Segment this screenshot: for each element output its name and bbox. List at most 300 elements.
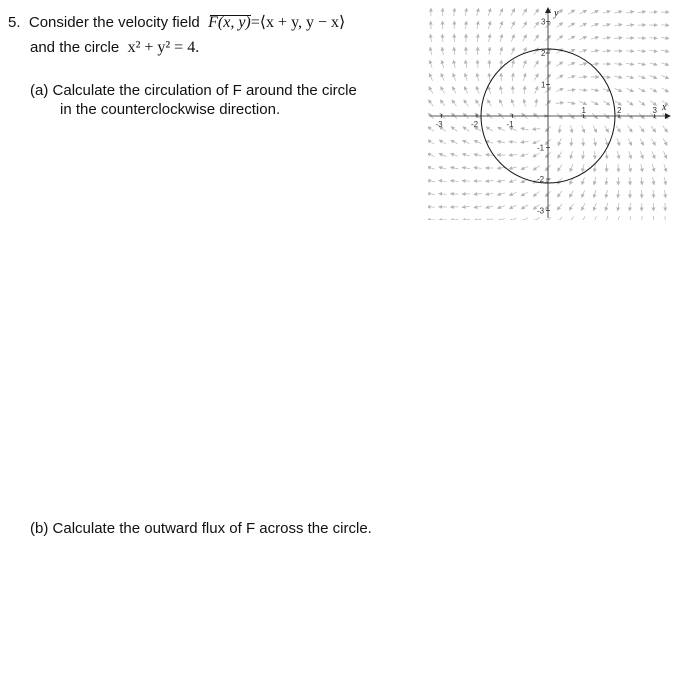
circle-equation: x² + y² = 4. (127, 39, 200, 56)
field-arrow (594, 177, 596, 185)
x-tick-label: 1 (581, 106, 586, 115)
field-arrow (606, 177, 607, 185)
field-arrow (579, 63, 587, 65)
field-arrow (652, 164, 654, 172)
field-arrow (638, 63, 646, 65)
field-arrow (571, 138, 572, 146)
field-arrow (664, 151, 667, 158)
field-arrow (641, 164, 643, 172)
x-tick-label: 3 (652, 106, 657, 115)
field-arrow (638, 88, 645, 92)
field-arrow (582, 177, 585, 185)
field-arrow (511, 22, 514, 29)
field-arrow (462, 140, 469, 143)
field-arrow (605, 126, 609, 133)
field-arrow (474, 219, 482, 220)
field-arrow (512, 47, 515, 55)
field-arrow (568, 76, 576, 78)
field-arrow (653, 190, 654, 198)
field-arrow (558, 138, 561, 145)
field-arrow (453, 60, 455, 68)
field-arrow (462, 219, 470, 220)
field-arrow (650, 63, 658, 65)
field-arrow (568, 62, 575, 65)
field-arrow (533, 192, 539, 197)
field-arrow (557, 191, 562, 197)
field-arrow (569, 217, 573, 220)
field-arrow (485, 181, 493, 182)
field-arrow (582, 164, 584, 172)
field-arrow (558, 152, 562, 159)
field-arrow (640, 138, 644, 145)
field-arrow (521, 166, 528, 169)
field-arrow (534, 48, 539, 55)
part-a-label: (a) (30, 82, 49, 99)
field-arrow (500, 86, 502, 94)
field-arrow (454, 47, 455, 55)
field-arrow (477, 34, 478, 42)
field-arrow (439, 180, 447, 181)
field-arrow (521, 218, 528, 220)
field-arrow (568, 90, 576, 91)
field-arrow (641, 177, 642, 185)
field-arrow (477, 8, 479, 16)
field-arrow (605, 138, 608, 146)
field-arrow (583, 151, 584, 159)
field-arrow (523, 73, 525, 81)
field-arrow (440, 100, 445, 106)
field-arrow (591, 101, 598, 105)
field-arrow (450, 220, 458, 221)
field-arrow (465, 60, 466, 68)
field-arrow (661, 25, 669, 26)
field-arrow (533, 166, 540, 170)
field-arrow (489, 47, 490, 55)
field-arrow (533, 217, 539, 220)
field-arrow (488, 8, 491, 16)
field-arrow (617, 138, 620, 145)
problem-statement-line1 (8, 12, 345, 32)
field-arrow (509, 205, 516, 209)
field-arrow (464, 86, 467, 93)
field-arrow (452, 87, 456, 94)
field-arrow (638, 51, 646, 52)
field-arrow (652, 139, 656, 146)
field-arrow (522, 22, 526, 29)
field-arrow (559, 125, 560, 133)
field-arrow (603, 101, 610, 105)
x-tick-label: -2 (471, 120, 479, 129)
field-definition: ⟨x + y, y − x⟩ (259, 14, 346, 31)
field-arrow (615, 89, 622, 92)
field-arrow (486, 154, 494, 155)
field-arrow (594, 190, 596, 198)
field-arrow (626, 63, 634, 64)
field-arrow (614, 38, 622, 39)
field-arrow (640, 151, 643, 159)
part-b-label: (b) (30, 520, 49, 537)
field-arrow (614, 64, 622, 65)
field-arrow (498, 127, 505, 131)
field-arrow (616, 126, 620, 133)
field-arrow (509, 180, 516, 183)
field-arrow (524, 99, 526, 107)
field-arrow (603, 37, 611, 39)
field-arrow (521, 142, 529, 143)
field-arrow (629, 164, 630, 172)
field-arrow (603, 51, 611, 52)
field-arrow (568, 23, 575, 27)
problem-intro: Consider the velocity field (28, 14, 200, 31)
field-arrow (650, 101, 656, 106)
y-tick-label: -1 (537, 143, 545, 153)
field-arrow (497, 168, 505, 169)
field-arrow (442, 47, 443, 55)
field-arrow (532, 129, 540, 130)
field-arrow (489, 73, 490, 81)
field-arrow (591, 64, 599, 65)
field-arrow (521, 205, 528, 209)
field-arrow (571, 125, 573, 133)
field-arrow (497, 206, 505, 209)
field-arrow (452, 100, 457, 106)
field-arrow (535, 86, 538, 93)
field-arrow (614, 11, 622, 13)
field-arrow (430, 60, 433, 68)
field-arrow (428, 180, 435, 182)
vector-field-plot (428, 6, 672, 220)
field-arrow (617, 151, 619, 159)
part-b (30, 519, 372, 538)
field-arrow (486, 193, 494, 195)
field-arrow (462, 167, 470, 168)
field-arrow (509, 155, 517, 156)
field-arrow (428, 153, 435, 156)
field-arrow (579, 77, 587, 78)
field-arrow (557, 23, 563, 28)
field-arrow (450, 167, 458, 169)
field-arrow (439, 154, 446, 157)
field-arrow (580, 23, 587, 27)
field-arrow (441, 87, 445, 94)
field-arrow (662, 75, 669, 78)
field-arrow (591, 24, 599, 27)
field-arrow (606, 151, 607, 159)
part-a-text-1: Calculate the circulation of F around the circle (52, 82, 357, 99)
field-arrow (509, 218, 516, 220)
field-arrow (488, 21, 490, 29)
field-arrow (594, 164, 595, 172)
field-arrow (477, 60, 478, 68)
field-arrow (594, 203, 597, 211)
field-arrow (521, 128, 529, 130)
field-arrow (618, 190, 619, 198)
field-arrow (629, 151, 631, 159)
axis-ticks (436, 18, 658, 216)
field-arrow (650, 38, 658, 39)
field-arrow (522, 9, 526, 16)
field-arrow (626, 51, 634, 52)
field-arrow (606, 190, 608, 198)
field-arrow (638, 12, 646, 13)
y-tick-label: -3 (537, 206, 545, 216)
field-arrow (665, 190, 666, 198)
y-tick-label: 1 (541, 80, 546, 90)
field-arrow (523, 60, 526, 67)
field-arrow (474, 141, 481, 144)
field-arrow (430, 34, 431, 42)
field-arrow (570, 164, 573, 171)
problem-number: 5. (8, 14, 21, 31)
problem-statement-line2 (30, 39, 199, 57)
field-arrow (653, 177, 654, 185)
field-arrow (511, 99, 514, 106)
field-arrow (663, 139, 667, 146)
field-arrow (428, 140, 434, 144)
field-arrow (605, 216, 608, 220)
part-a-line2 (30, 100, 357, 119)
field-arrow (441, 73, 444, 80)
field-arrow (661, 38, 669, 39)
field-arrow (498, 218, 505, 220)
field-arrow (486, 127, 493, 131)
field-arrow (626, 76, 634, 78)
field-arrow (579, 50, 587, 53)
field-arrow (650, 50, 658, 51)
field-arrow (521, 154, 529, 156)
part-b-text: Calculate the outward flux of F across the circle. (52, 520, 372, 537)
field-arrow (556, 103, 564, 104)
field-arrow (606, 203, 608, 211)
field-arrow (557, 217, 562, 220)
field-arrow (556, 75, 563, 79)
field-arrow (581, 216, 585, 220)
field-arrow (534, 35, 539, 41)
field-arrow (429, 73, 432, 80)
field-arrow (630, 203, 631, 211)
field-arrow (568, 36, 575, 40)
field-arrows (428, 8, 669, 220)
y-tick-label: -2 (537, 175, 545, 184)
field-arrow (511, 9, 515, 16)
field-arrow (650, 88, 657, 92)
field-arrow (511, 34, 514, 41)
field-arrow (639, 101, 646, 106)
field-arrow (512, 73, 513, 81)
field-arrow (661, 50, 669, 52)
field-arrow (454, 8, 455, 16)
field-arrow (521, 192, 528, 196)
field-arrow (439, 194, 447, 195)
x-tick-label: 2 (617, 106, 622, 115)
field-arrow (488, 86, 491, 94)
field-arrow (430, 47, 432, 55)
x-axis-label: x (662, 102, 667, 113)
field-arrow (626, 88, 633, 91)
field-arrow (641, 216, 642, 220)
field-arrow (626, 25, 634, 26)
field-arrow (428, 127, 434, 132)
field-arrow (451, 154, 459, 157)
field-arrow (500, 34, 502, 42)
field-arrow (462, 181, 470, 182)
field-arrow (509, 192, 516, 195)
field-arrow (487, 100, 491, 107)
field-arrow (628, 126, 633, 133)
field-arrow (476, 86, 479, 93)
field-arrow (464, 100, 469, 107)
field-arrow (661, 63, 669, 66)
field-arrow (628, 138, 631, 145)
field-arrow (474, 154, 482, 156)
x-tick-label: -3 (435, 120, 443, 129)
field-arrow (428, 100, 433, 106)
field-arrow (533, 153, 540, 157)
field-equals: = (250, 14, 260, 31)
field-arrow (428, 167, 435, 170)
y-tick-label: 3 (541, 17, 546, 27)
field-arrow (534, 61, 538, 68)
field-arrow (664, 177, 666, 185)
field-arrow (474, 206, 482, 208)
field-arrow (557, 178, 562, 185)
field-arrow (568, 102, 576, 104)
field-arrow (463, 127, 470, 132)
field-arrow (582, 190, 585, 197)
field-arrow (497, 180, 505, 182)
field-arrow (500, 21, 503, 29)
part-a (30, 81, 357, 119)
field-arrow (453, 73, 456, 81)
field-arrow (497, 193, 505, 195)
field-arrow (462, 154, 470, 156)
field-arrow (466, 21, 467, 29)
field-arrow (626, 11, 634, 12)
part-a-text-2: in the counterclockwise direction. (60, 101, 281, 118)
field-arrow (556, 88, 563, 91)
field-arrow (603, 77, 611, 78)
field-arrow (615, 101, 622, 105)
x-tick-label: -1 (506, 120, 514, 129)
field-arrow (431, 21, 432, 29)
field-arrow (534, 22, 539, 28)
field-arrow (557, 204, 562, 210)
field-arrow (465, 8, 466, 16)
field-arrow (486, 219, 494, 220)
field-arrow (603, 24, 611, 26)
field-arrow (652, 151, 655, 158)
field-arrow (662, 88, 669, 92)
field-arrow (618, 203, 619, 211)
field-arrow (450, 181, 458, 182)
field-arrow (486, 206, 494, 208)
field-arrow (451, 140, 458, 144)
field-arrow (558, 165, 562, 172)
y-axis-label: y (554, 8, 559, 19)
field-arrow (579, 102, 586, 105)
field-arrow (556, 62, 563, 66)
field-arrow (650, 76, 657, 79)
field-arrow (534, 9, 539, 15)
field-arrow (497, 141, 505, 143)
field-arrow (439, 167, 447, 169)
field-arrow (500, 47, 502, 55)
part-a-line1 (30, 81, 357, 100)
field-arrow (429, 87, 433, 94)
field-name: F(x, y) (208, 14, 251, 31)
field-arrow (557, 36, 563, 41)
field-arrow (579, 90, 587, 91)
circle-intro: and the circle (30, 39, 120, 56)
field-arrow (649, 12, 657, 13)
field-arrow (476, 100, 480, 107)
field-arrow (594, 138, 596, 146)
field-arrow (664, 164, 667, 172)
field-arrow (582, 125, 585, 132)
field-arrow (629, 216, 630, 220)
field-arrow (568, 10, 575, 15)
field-arrow (614, 76, 622, 78)
field-arrow (462, 207, 470, 208)
field-arrow (627, 101, 634, 106)
field-arrow (534, 74, 538, 81)
field-arrow (489, 34, 491, 42)
field-arrow (500, 8, 503, 15)
field-arrow (451, 127, 458, 132)
field-arrow (665, 203, 666, 211)
field-arrow (501, 60, 502, 68)
vector-field-formula (208, 14, 345, 31)
field-arrow (513, 86, 514, 94)
field-arrow (593, 126, 597, 133)
field-arrow (442, 60, 444, 68)
field-arrow (512, 60, 514, 68)
field-arrow (614, 24, 622, 26)
field-arrow (591, 37, 599, 39)
field-arrow (593, 216, 596, 220)
field-arrow (428, 207, 435, 208)
field-arrow (477, 21, 478, 29)
field-arrow (581, 203, 585, 210)
field-arrow (474, 168, 482, 169)
field-arrow (442, 34, 443, 42)
field-arrow (499, 100, 503, 107)
field-arrow (638, 76, 646, 79)
field-arrow (509, 142, 517, 143)
field-arrow (618, 164, 619, 172)
field-arrow (663, 126, 668, 132)
field-arrow (639, 126, 644, 132)
field-arrow (439, 140, 446, 144)
field-arrow (536, 99, 537, 107)
field-arrow (477, 73, 479, 81)
field-arrow (617, 216, 619, 220)
field-arrow (569, 204, 573, 211)
field-arrow (523, 35, 527, 42)
field-arrow (569, 191, 573, 198)
field-arrow (428, 193, 435, 194)
field-arrow (509, 167, 517, 169)
field-arrow (580, 37, 587, 40)
field-arrow (591, 50, 599, 52)
field-arrow (603, 11, 611, 14)
y-tick-label: 2 (541, 49, 546, 58)
field-arrow (651, 126, 656, 132)
field-arrow (580, 10, 587, 14)
field-arrow (570, 151, 572, 159)
field-arrow (474, 194, 482, 195)
field-arrow (591, 11, 598, 14)
